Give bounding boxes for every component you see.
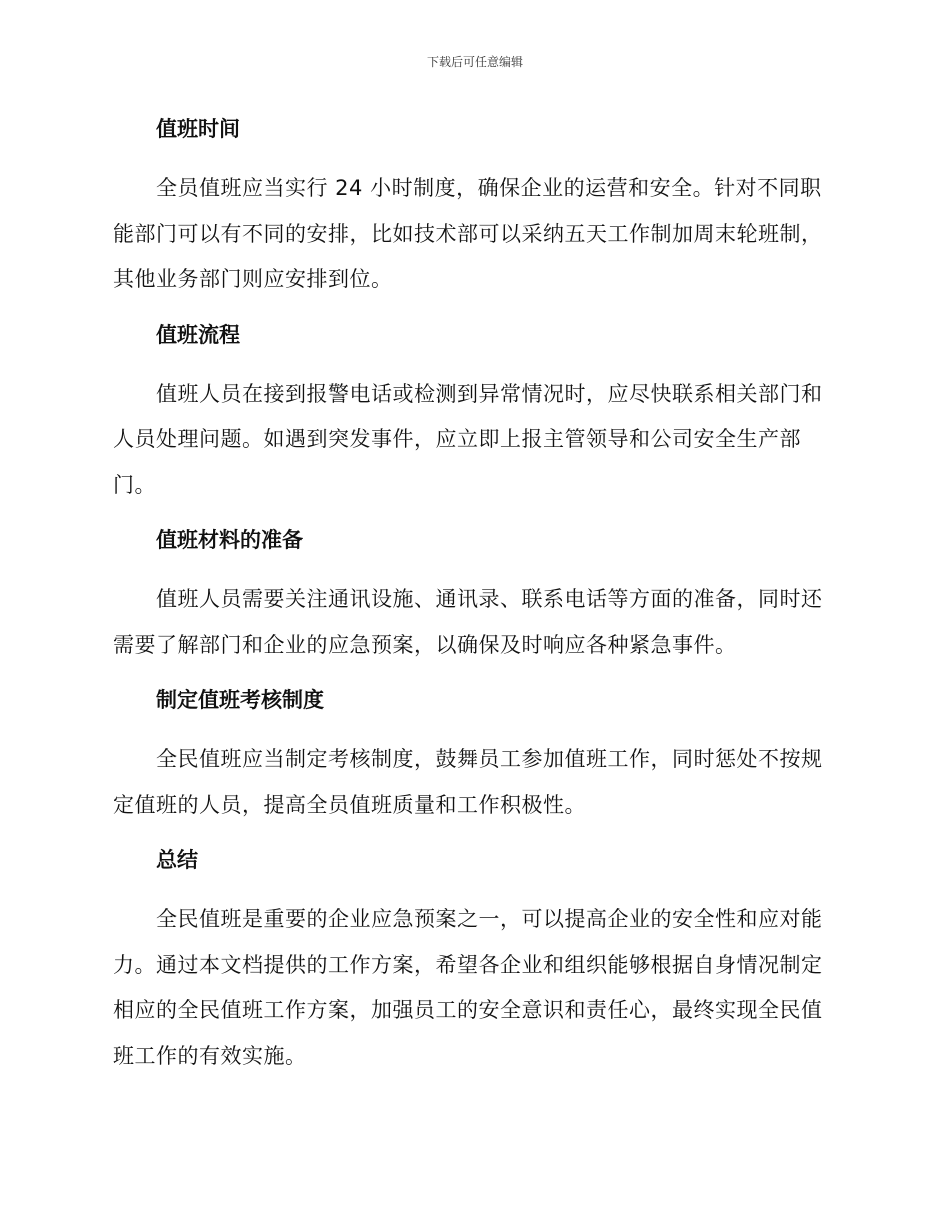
page-header: 下载后可任意编辑 (426, 55, 523, 69)
section-heading-summary: 总结 (156, 848, 198, 872)
section-heading-duty-time: 值班时间 (156, 117, 240, 141)
section-body-duty-time: 全员值班应当实行 24 小时制度，确保企业的运营和安全。针对不同职能部门可以有不同的安排，比如技术部可以采纳五天工作制加周末轮班制，其他业务部门则应安排到位。 (113, 176, 823, 291)
section-body-materials: 值班人员需要关注通讯设施、通讯录、联系电话等方面的准备，同时还需要了解部门和企业的应急预案，以确保及时响应各种紧急事件。 (113, 587, 823, 657)
section-heading-assessment: 制定值班考核制度 (156, 688, 324, 712)
section-body-duty-process: 值班人员在接到报警电话或检测到异常情况时，应尽快联系相关部门和人员处理问题。如遇到突发事件，应立即上报主管领导和公司安全生产部门。 (113, 381, 823, 497)
document-body (113, 112, 833, 1094)
section-body-assessment: 全民值班应当制定考核制度，鼓舞员工参加值班工作，同时惩处不按规定值班的人员，提高全员值班质量和工作积极性。 (113, 747, 823, 817)
section-heading-duty-process: 值班流程 (156, 322, 240, 347)
section-heading-materials: 值班材料的准备 (156, 528, 303, 552)
section-body-summary: 全民值班是重要的企业应急预案之一，可以提高企业的安全性和应对能力。通过本文档提供的工作方案，希望各企业和组织能够根据自身情况制定相应的全民值班工作方案，加强员工的安全意识和责任心，最终实现全民值班工作的有效实施。 (113, 907, 823, 1068)
